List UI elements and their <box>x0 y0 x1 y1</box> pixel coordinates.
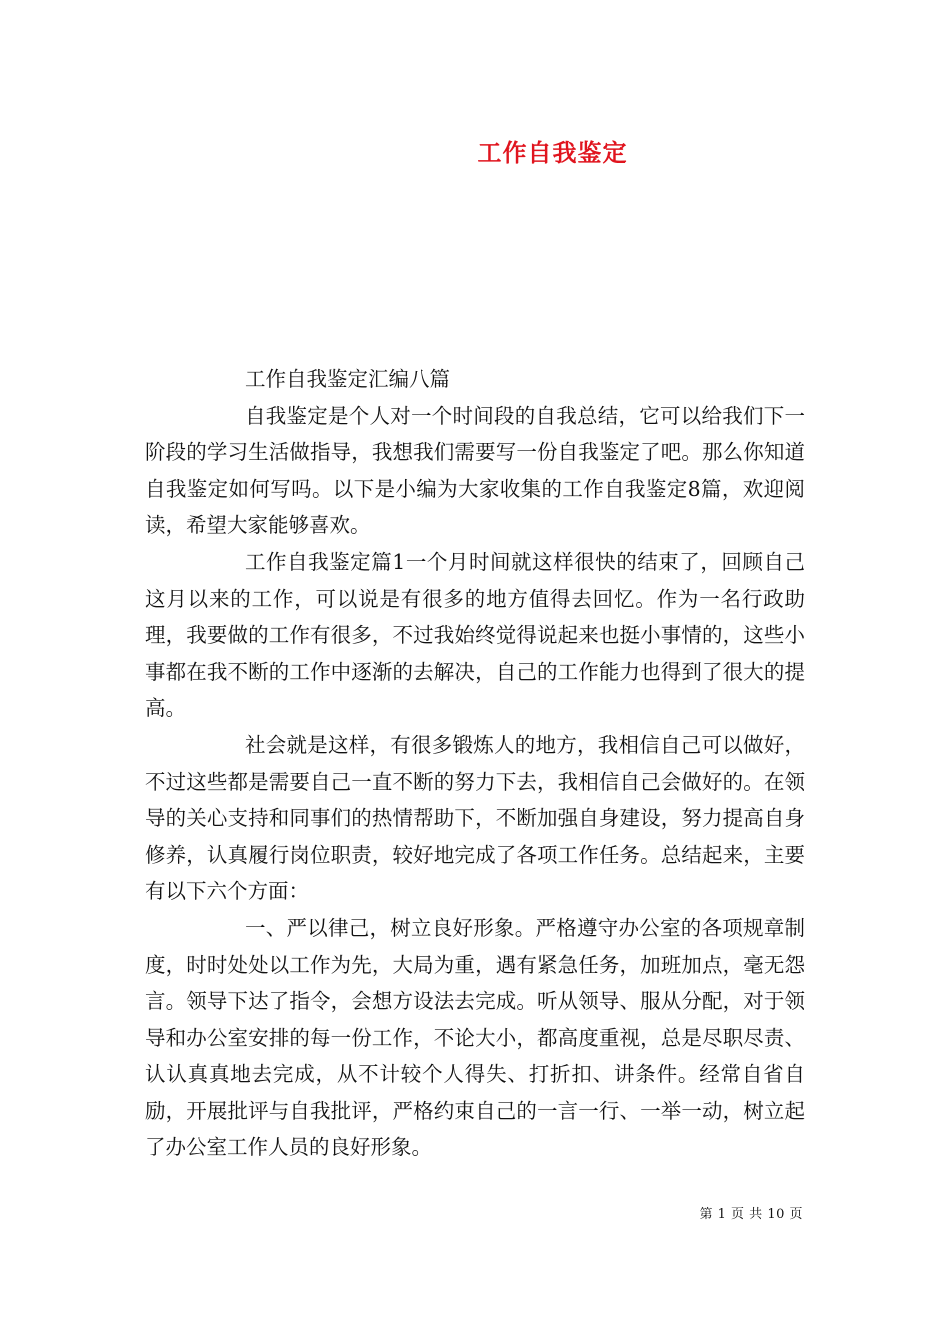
paragraph-3: 一、严以律己，树立良好形象。严格遵守办公室的各项规章制度，时时处处以工作为先，大局为重，遇有紧急任务，加班加点，毫无怨言。领导下达了指令，会想方设法去完成。听从领导、服从分配，对于领导和办公室安排的每一份工作，不论大小，都高度重视，总是尽职尽责、认认真真地去完成，从不计较个人得失、打折扣、讲条件。经常自省自励，开展批评与自我批评，严格约束自己的一言一行、一举一动，树立起了办公室工作人员的良好形象。 <box>145 915 805 1160</box>
page-footer: 第 1 页 共 10 页 <box>699 1207 803 1222</box>
paragraph-1: 工作自我鉴定篇1一个月时间就这样很快的结束了，回顾自己这月以来的工作，可以说是有很多的地方值得去回忆。作为一名行政助理，我要做的工作有很多，不过我始终觉得说起来也挺小事情的，这些小事都在我不断的工作中逐渐的去解决，自己的工作能力也得到了很大的提高。 <box>145 549 805 721</box>
document-body <box>145 361 805 1166</box>
document-subtitle: 工作自我鉴定汇编八篇 <box>245 367 450 391</box>
paragraph-2: 社会就是这样，有很多锻炼人的地方，我相信自己可以做好，不过这些都是需要自己一直不断的努力下去，我相信自己会做好的。在领导的关心支持和同事们的热情帮助下，不断加强自身建设，努力提高自身修养，认真履行岗位职责，较好地完成了各项工作任务。总结起来，主要有以下六个方面： <box>145 732 805 904</box>
paragraph-intro: 自我鉴定是个人对一个时间段的自我总结，它可以给我们下一阶段的学习生活做指导，我想我们需要写一份自我鉴定了吧。那么你知道自我鉴定如何写吗。以下是小编为大家收集的工作自我鉴定8篇，欢迎阅读，希望大家能够喜欢。 <box>145 403 805 538</box>
document-title: 工作自我鉴定 <box>477 138 628 167</box>
